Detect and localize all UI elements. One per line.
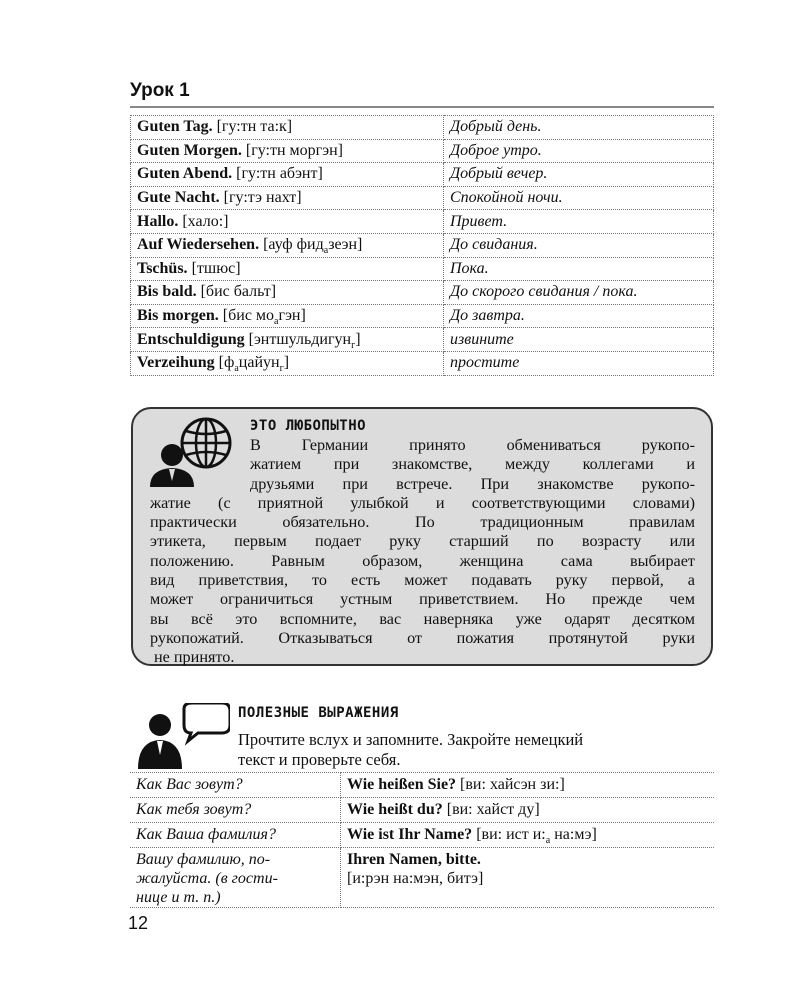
german-cell: Guten Morgen. [гу:тн моргэн]	[131, 139, 444, 163]
russian-cell: Доброе утро.	[444, 139, 714, 163]
info-text	[150, 436, 695, 668]
russian-cell: извините	[444, 328, 714, 352]
russian-cell: Пока.	[444, 257, 714, 281]
table-row	[130, 798, 714, 823]
german-cell: Gute Nacht. [гу:тэ нахт]	[131, 186, 444, 210]
page-number: 12	[128, 913, 149, 933]
russian-cell: Спокойной ночи.	[444, 186, 714, 210]
info-line: рукопожатий. Отказываться от пожатия протянутой руки	[150, 628, 695, 647]
expressions-title: ПОЛЕЗНЫЕ ВЫРАЖЕНИЯ	[238, 705, 399, 721]
table-row	[130, 848, 714, 908]
russian-cell: Как Ваша фамилия?	[130, 823, 341, 848]
russian-cell: Привет.	[444, 210, 714, 234]
german-cell: Bis morgen. [бис $мо_агэн$]	[131, 304, 444, 328]
table-row	[131, 186, 714, 210]
info-line: может ограничиться устным приветствием. Но прежде чем	[150, 590, 695, 609]
info-line: жатие (с приятной улыбкой и соответствующими словами)	[150, 493, 695, 512]
person-speech-bubble-icon	[134, 703, 230, 769]
info-line: жатием при знакомстве, между коллегами и	[250, 455, 695, 474]
table-row	[131, 163, 714, 187]
german-cell: Wie heißt du? [ви: хайст ду]	[341, 798, 715, 823]
russian-cell: До свидания.	[444, 233, 714, 257]
table-row	[131, 351, 714, 375]
table-row	[131, 139, 714, 163]
german-cell: Verzeihung $[ф_ацайун_г]$	[131, 351, 444, 375]
table-row	[131, 328, 714, 352]
german-cell: Wie heißen Sie? [ви: хайсэн зи:]	[341, 773, 715, 798]
info-title: ЭТО ЛЮБОПЫТНО	[250, 418, 367, 434]
info-line: друзьями при встрече. При знакомстве рукопо-	[250, 474, 695, 493]
german-cell: Tschüs. [тшюс]	[131, 257, 444, 281]
info-line: В Германии принято обмениваться рукопо-	[250, 436, 695, 454]
german-cell: Bis bald. [бис бальт]	[131, 281, 444, 305]
russian-cell: Добрый вечер.	[444, 163, 714, 187]
german-cell: Hallo. [хало:]	[131, 210, 444, 234]
expressions-instruction: Прочтите вслух и запомните. Закройте немецкий текст и проверьте себя.	[238, 730, 584, 769]
german-cell: Entschuldigung [энтшульдигун$_г$]	[131, 328, 444, 352]
table-row	[131, 281, 714, 305]
table-row	[131, 233, 714, 257]
info-line: вид приветствия, то есть может подавать руку первой, а	[150, 571, 695, 590]
table-row	[130, 773, 714, 798]
table-row	[131, 257, 714, 281]
expressions-table	[130, 772, 714, 908]
russian-cell: Как Вас зовут?	[130, 773, 341, 798]
german-cell: Auf Wiedersehen. [ауф фид$_а$зеэн]	[131, 233, 444, 257]
german-cell: Guten Abend. [гу:тн абэнт]	[131, 163, 444, 187]
table-row	[131, 210, 714, 234]
russian-cell: Вашу фамилию, по- жалуйста. (в гости- нице и т. п.)	[130, 848, 341, 908]
info-line: этикета, первым подает руку старший по возрасту или	[150, 532, 695, 551]
russian-cell: простите	[444, 351, 714, 375]
russian-cell: Как тебя зовут?	[130, 798, 341, 823]
info-line: вы всё это вспомните, вас наверняка уже одарят десятком	[150, 609, 695, 628]
russian-cell: До скорого свидания / пока.	[444, 281, 714, 305]
russian-cell: До завтра.	[444, 304, 714, 328]
table-row	[131, 304, 714, 328]
russian-cell: Добрый день.	[444, 116, 714, 140]
german-cell: Wie ist Ihr Name? [ви: ист $и:_а$ на:мэ]	[341, 823, 715, 848]
lesson-header	[130, 80, 714, 108]
phrases-table	[130, 115, 714, 376]
info-line: практически обязательно. По традиционным правилам	[150, 513, 695, 532]
german-cell: Guten Tag. [гу:тн та:к]	[131, 116, 444, 140]
info-line: не принято.	[154, 648, 235, 667]
table-row	[131, 116, 714, 140]
info-line: положению. Равным образом, женщина сама выбирает	[150, 551, 695, 570]
lesson-title: Урок 1	[130, 80, 190, 101]
table-row	[130, 823, 714, 848]
german-cell: Ihren Namen, bitte. [и:рэн на:мэн, битэ]	[341, 848, 715, 908]
